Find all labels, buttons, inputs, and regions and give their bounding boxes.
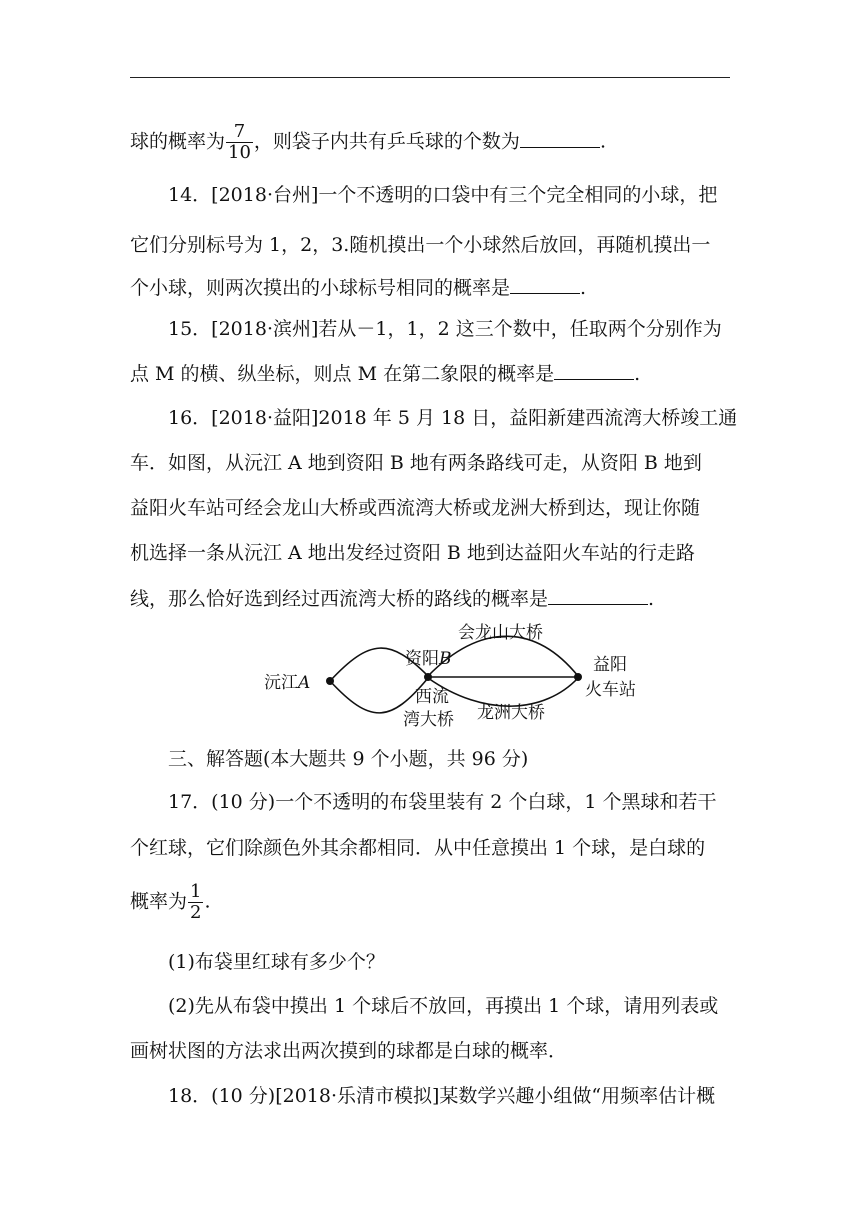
fraction-7-10 xyxy=(226,122,253,163)
route-diagram xyxy=(255,618,655,740)
label-xiliu-1: 西流 xyxy=(415,687,449,707)
text-q15-end: . xyxy=(634,363,641,385)
question-14-line-1: 14．[2018·台州]一个不透明的口袋中有三个完全相同的小球，把 xyxy=(168,184,718,206)
text-l1-end: . xyxy=(599,130,606,153)
question-15-line-2 xyxy=(130,361,730,386)
fraction-numerator: 1 xyxy=(190,881,202,902)
text-l1-pre: 球的概率为 xyxy=(130,130,226,153)
label-station-2: 火车站 xyxy=(585,680,636,700)
route-a-b-lower xyxy=(330,678,428,713)
question-18-line-1: 18．(10 分)[2018·乐清市模拟]某数学兴趣小组做“用频率估计概 xyxy=(168,1085,716,1107)
text-q15-l2: 点 M 的横、纵坐标，则点 M 在第二象限的概率是 xyxy=(130,363,555,385)
fraction-1-2 xyxy=(188,882,203,923)
question-17-line-1: 17．(10 分)一个不透明的布袋里装有 2 个白球，1 个黑球和若干 xyxy=(168,791,717,813)
question-16-line-3: 益阳火车站可经会龙山大桥或西流湾大桥或龙洲大桥到达，现让你随 xyxy=(130,497,701,519)
answer-blank-15[interactable] xyxy=(554,361,634,380)
fraction-denominator: 2 xyxy=(190,902,202,923)
answer-blank-13[interactable] xyxy=(520,129,600,148)
text-q17-l3: 概率为 xyxy=(130,890,188,913)
answer-blank-16[interactable] xyxy=(548,586,648,605)
question-14-line-3 xyxy=(130,275,730,300)
fraction-denominator: 10 xyxy=(228,142,251,163)
question-17-line-2: 个红球，它们除颜色外其余都相同．从中任意摸出 1 个球，是白球的 xyxy=(130,837,706,859)
label-xiliu-2: 湾大桥 xyxy=(403,710,454,730)
question-17-part-2-line-1: (2)先从布袋中摸出 1 个球后不放回，再摸出 1 个球，请用列表或 xyxy=(168,995,719,1017)
node-b xyxy=(424,673,432,681)
answer-blank-14[interactable] xyxy=(510,275,580,294)
text-q17-end: . xyxy=(204,890,211,913)
question-15-line-1: 15．[2018·滨州]若从－1，1，2 这三个数中，任取两个分别作为 xyxy=(168,318,722,340)
text-q14-end: . xyxy=(580,277,587,299)
question-14-line-2: 它们分别标号为 1，2，3.随机摸出一个小球然后放回，再随机摸出一 xyxy=(130,234,711,256)
label-longzhou-bridge: 龙洲大桥 xyxy=(477,703,545,723)
question-16-line-1: 16．[2018·益阳]2018 年 5 月 18 日，益阳新建西流湾大桥竣工通 xyxy=(168,407,738,429)
question-16-line-5 xyxy=(130,586,730,611)
label-huilong-bridge: 会龙山大桥 xyxy=(458,623,543,643)
route-longzhou xyxy=(428,678,578,706)
node-a xyxy=(326,677,334,685)
question-17-part-2-line-2: 画树状图的方法求出两次摸到的球都是白球的概率． xyxy=(130,1040,568,1062)
fraction-numerator: 7 xyxy=(226,122,253,143)
node-station xyxy=(574,673,582,681)
label-station-1: 益阳 xyxy=(593,655,627,675)
question-16-line-4: 机选择一条从沅江 A 地出发经过资阳 B 地到达益阳火车站的行走路 xyxy=(130,542,695,564)
question-16-line-2: 车．如图，从沅江 A 地到资阳 B 地有两条路线可走，从资阳 B 地到 xyxy=(130,452,702,474)
text-q14-l3: 个小球，则两次摸出的小球标号相同的概率是 xyxy=(130,277,511,299)
section-3-heading: 三、解答题(本大题共 9 个小题，共 96 分) xyxy=(168,748,529,770)
header-rule xyxy=(130,77,730,78)
text-q16-l5: 线，那么恰好选到经过西流湾大桥的路线的概率是 xyxy=(130,588,549,610)
question-13-tail xyxy=(130,122,730,163)
text-q16-end: . xyxy=(648,588,655,610)
question-17-line-3 xyxy=(130,882,730,923)
label-yuanjiang: 沅江A xyxy=(264,673,311,693)
question-17-part-1: (1)布袋里红球有多少个？ xyxy=(168,951,385,973)
text-l1-post: ，则袋子内共有乒乓球的个数为 xyxy=(253,130,520,153)
label-ziyang: 资阳B xyxy=(405,649,452,669)
